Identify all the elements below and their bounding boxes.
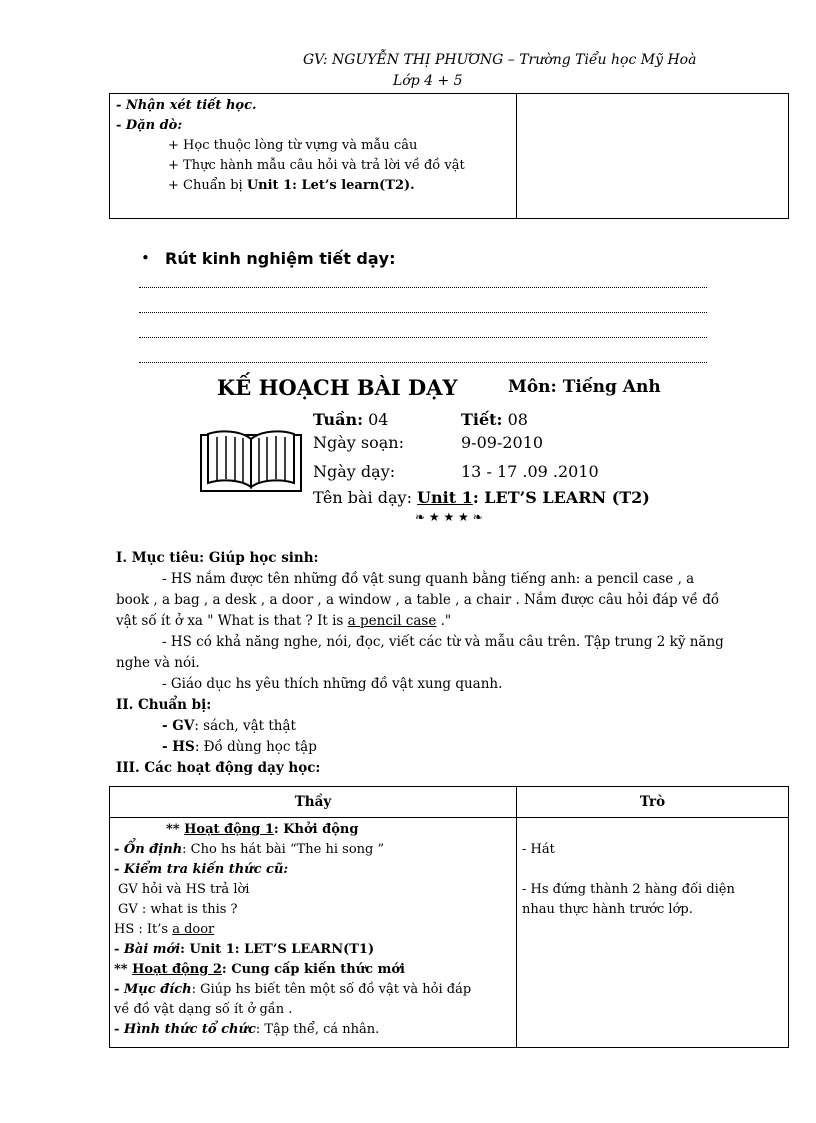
student-line-2b: nhau thực hành trước lớp. [522,902,693,917]
top-table-right-cell [517,94,789,219]
activities-table [109,786,789,1048]
check-line-1: GV hỏi và HS trả lời [118,882,250,897]
objectives-heading: I. Mục tiêu: Giúp học sinh: [116,550,319,566]
homework-item-2: + Thực hành mẫu câu hỏi và trả lời về đồ vật [168,158,465,173]
student-line-1: - Hát [522,842,555,857]
teacher-cell [110,818,517,1048]
aim-line-2: về đồ vật dạng số ít ở gần . [114,1002,293,1017]
aim-line-1: - Mục đích: Giúp hs biết tên một số đồ vật và hỏi đáp [114,982,472,997]
preparation-heading: II. Chuẩn bị: [116,697,212,713]
experience-title: Rút kinh nghiệm tiết dạy: [165,249,396,268]
plan-title: KẾ HOẠCH BÀI DẠY [217,375,458,400]
prep-gv: - GV: sách, vật thật [162,718,296,734]
open-book-icon [200,425,302,493]
objective-2-line-2: nghe và nói. [116,655,200,671]
teach-date-label: Ngày dạy: [313,462,396,481]
dotted-line [139,337,707,338]
header-teacher-school: GV: NGUYỄN THỊ PHƯƠNG – Trường Tiểu học Mỹ Hoà [303,52,697,68]
prep-date-value: 9-09-2010 [461,433,544,452]
prep-date-label: Ngày soạn: [313,433,404,452]
dotted-line [139,312,707,313]
lesson-name: Tên bài dạy: Unit 1: LET’S LEARN (T2) [313,488,650,507]
objective-1-line-1: - HS nắm được tên những đồ vật sung quanh bằng tiếng anh: a pencil case , a [162,571,695,587]
activities-heading: III. Các hoạt động dạy học: [116,760,321,776]
homework-item-1: + Học thuộc lòng từ vựng và mẫu câu [168,138,418,153]
week: Tuần: 04 [313,410,389,429]
activity-1-title: ** Hoạt động 1: Khởi động [166,822,359,837]
subject: Môn: Tiếng Anh [508,377,661,397]
check-label: - Kiểm tra kiến thức cũ: [114,862,289,877]
check-line-2: GV : what is this ? [118,902,238,917]
review-line: - Nhận xét tiết học. [116,98,257,113]
objective-1-line-2: book , a bag , a desk , a door , a window , a table , a chair . Nắm được câu hỏi đáp về đồ [116,592,720,608]
dotted-line [139,287,707,288]
period: Tiết: 08 [461,410,528,429]
objective-1-line-3: vật số ít ở xa " What is that ? It is a pencil case ." [116,613,452,629]
objective-3: - Giáo dục hs yêu thích những đồ vật xung quanh. [162,676,503,692]
check-line-3: HS : It’s a door [114,922,215,937]
activity-2-title: ** Hoạt động 2: Cung cấp kiến thức mới [114,962,405,977]
homework-item-3: + Chuẩn bị Unit 1: Let’s learn(T2). [168,178,415,193]
objectives-section [116,548,796,779]
top-table [109,93,789,219]
stabilize: - Ổn định: Cho hs hát bài “The hi song ” [114,842,385,857]
objective-2-line-1: - HS có khả năng nghe, nói, đọc, viết các từ và mẫu câu trên. Tập trung 2 kỹ năng [162,634,724,650]
top-table-left-cell [110,94,517,219]
homework-label: - Dặn dò: [116,118,183,133]
teach-date-value: 13 - 17 .09 .2010 [461,462,599,481]
col-header-student: Trò [517,787,789,818]
dotted-line [139,362,707,363]
header-class: Lớp 4 + 5 [393,73,463,89]
new-lesson: - Bài mới: Unit 1: LET’S LEARN(T1) [114,942,375,957]
col-header-teacher: Thầy [110,787,517,818]
organization-form: - Hình thức tổ chức: Tập thể, cá nhân. [114,1022,380,1037]
student-cell [517,818,789,1048]
experience-bullet: • [141,249,150,267]
prep-hs: - HS: Đồ dùng học tập [162,739,317,755]
student-line-2a: - Hs đứng thành 2 hàng đối diện [522,882,735,897]
ornament: ❧ ★ ★ ★ ❧ [415,510,483,524]
